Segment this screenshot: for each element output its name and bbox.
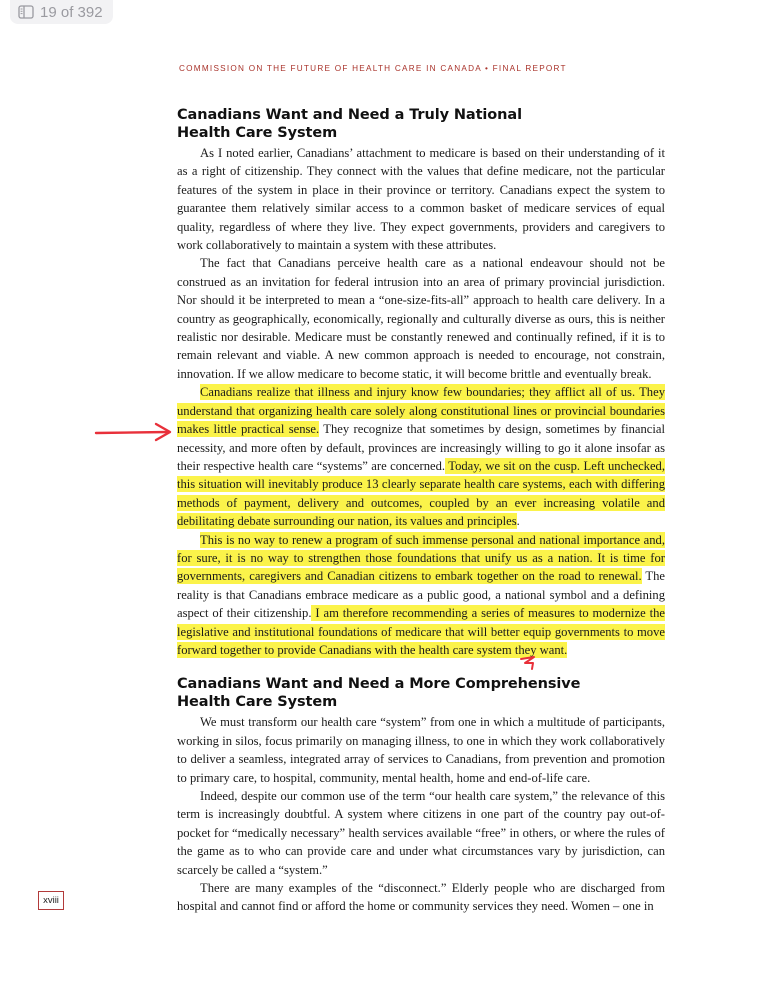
paragraph: As I noted earlier, Canadians’ attachment to medicare is based on their understanding of it as a right of citizenship. They connect with the values that define medicare, not the particular features of the system in place in their province or territory. Canadians expect the system to guarantee them relatively similar access to a common basket of medicare services of equal quality, regardless of where they live. They expect governments, providers and caregivers to work collaboratively to maintain a system with these attributes. <box>177 146 665 253</box>
highlight: This is no way to renew a program of such immense personal and national importance and, for sure, it is no way to strengthen those foundations that unify us as a nation. It is time for governments, caregivers and Canadian citizens to embark together on the road to renewal. <box>177 532 665 584</box>
paragraph: There are many examples of the “disconnect.” Elderly people who are discharged from hospital and cannot find or afford the home or community services they need. Women – one in <box>177 881 665 914</box>
section-title-line: Health Care System <box>177 694 338 711</box>
paragraph: The fact that Canadians perceive health care as a national endeavour should not be construed as an invitation for federal intrusion into an area of primary provincial jurisdiction. Nor should it be interpreted to mean a “one-size-fits-all” approach to health care delivery. In a country as geographically, economically, regionally and culturally diverse as ours, this is neither realistic nor desirable. Medicare must be constantly renewed and continually refined, if it is to remain relevant and viable. A new common approach is needed to encourage, not constrain, innovation. If we allow medicare to become static, it will become brittle and eventually break. <box>177 256 665 381</box>
page-body <box>177 106 665 916</box>
page-counter[interactable] <box>10 0 113 24</box>
page-number: xviii <box>38 891 64 910</box>
running-header: COMMISSION ON THE FUTURE OF HEALTH CARE IN CANADA • FINAL REPORT <box>179 64 567 73</box>
section-title <box>177 106 665 142</box>
paragraph-highlighted <box>177 531 665 660</box>
paragraph-highlighted <box>177 383 665 530</box>
section-title-line: Canadians Want and Need a Truly National <box>177 107 522 123</box>
highlight: Today, we sit on the cusp. Left unchecked, this situation will inevitably produce 13 clearly separate health care systems, each with differing methods of payment, delivery and outcomes, coupled by an ever increasing volatile and debilitating debate surrounding our nation, its values and principles <box>177 458 665 529</box>
paragraph-text: They recognize that sometimes by design, sometimes by financial necessity, and more often by default, provinces are increasingly willing to go it alone insofar as their respective health care “systems” are concerned. <box>177 422 665 473</box>
red-squiggle-annotation-icon <box>519 655 541 671</box>
highlight: Canadians realize that illness and injury know few boundaries; they afflict all of us. They understand that organizing health care solely along constitutional lines or provincial boundaries makes little practical sense. <box>177 385 665 437</box>
paragraph: Indeed, despite our common use of the term “our health care system,” the relevance of this term is increasingly doubtful. A system where citizens in one part of the country pay out-of-pocket for “medically necessary” health services available “free” in others, or where the rules of the game as to who can provide care and under what circumstances vary by jurisdiction, can scarcely be called a “system.” <box>177 789 665 877</box>
paragraph-text: The reality is that Canadians embrace medicare as a public good, a national symbol and a defining aspect of their citizenship. <box>177 569 665 621</box>
sidebar-pages-icon[interactable] <box>18 5 34 19</box>
section-title-line: Health Care System <box>177 125 338 141</box>
page-counter-label: 19 of 392 <box>40 3 103 21</box>
section-title <box>177 675 665 711</box>
paragraph-text: . <box>516 514 520 529</box>
paragraph: We must transform our health care “system” from one in which a multitude of participants, working in silos, focus primarily on managing illness, to one in which they work collaboratively to deliver a seamless, integrated array of services to Canadians, from prevention and promotion to primary care, to hospital, community, mental health, home and end-of-life care. <box>177 715 665 785</box>
section-title-line: Canadians Want and Need a More Comprehensive <box>177 676 581 693</box>
highlight: I am therefore recommending a series of measures to modernize the legislative and institutional foundations of medicare that will better equip governments to move forward together to provide Canadians with the health care system they want. <box>177 606 666 657</box>
red-arrow-annotation-icon <box>94 422 174 442</box>
